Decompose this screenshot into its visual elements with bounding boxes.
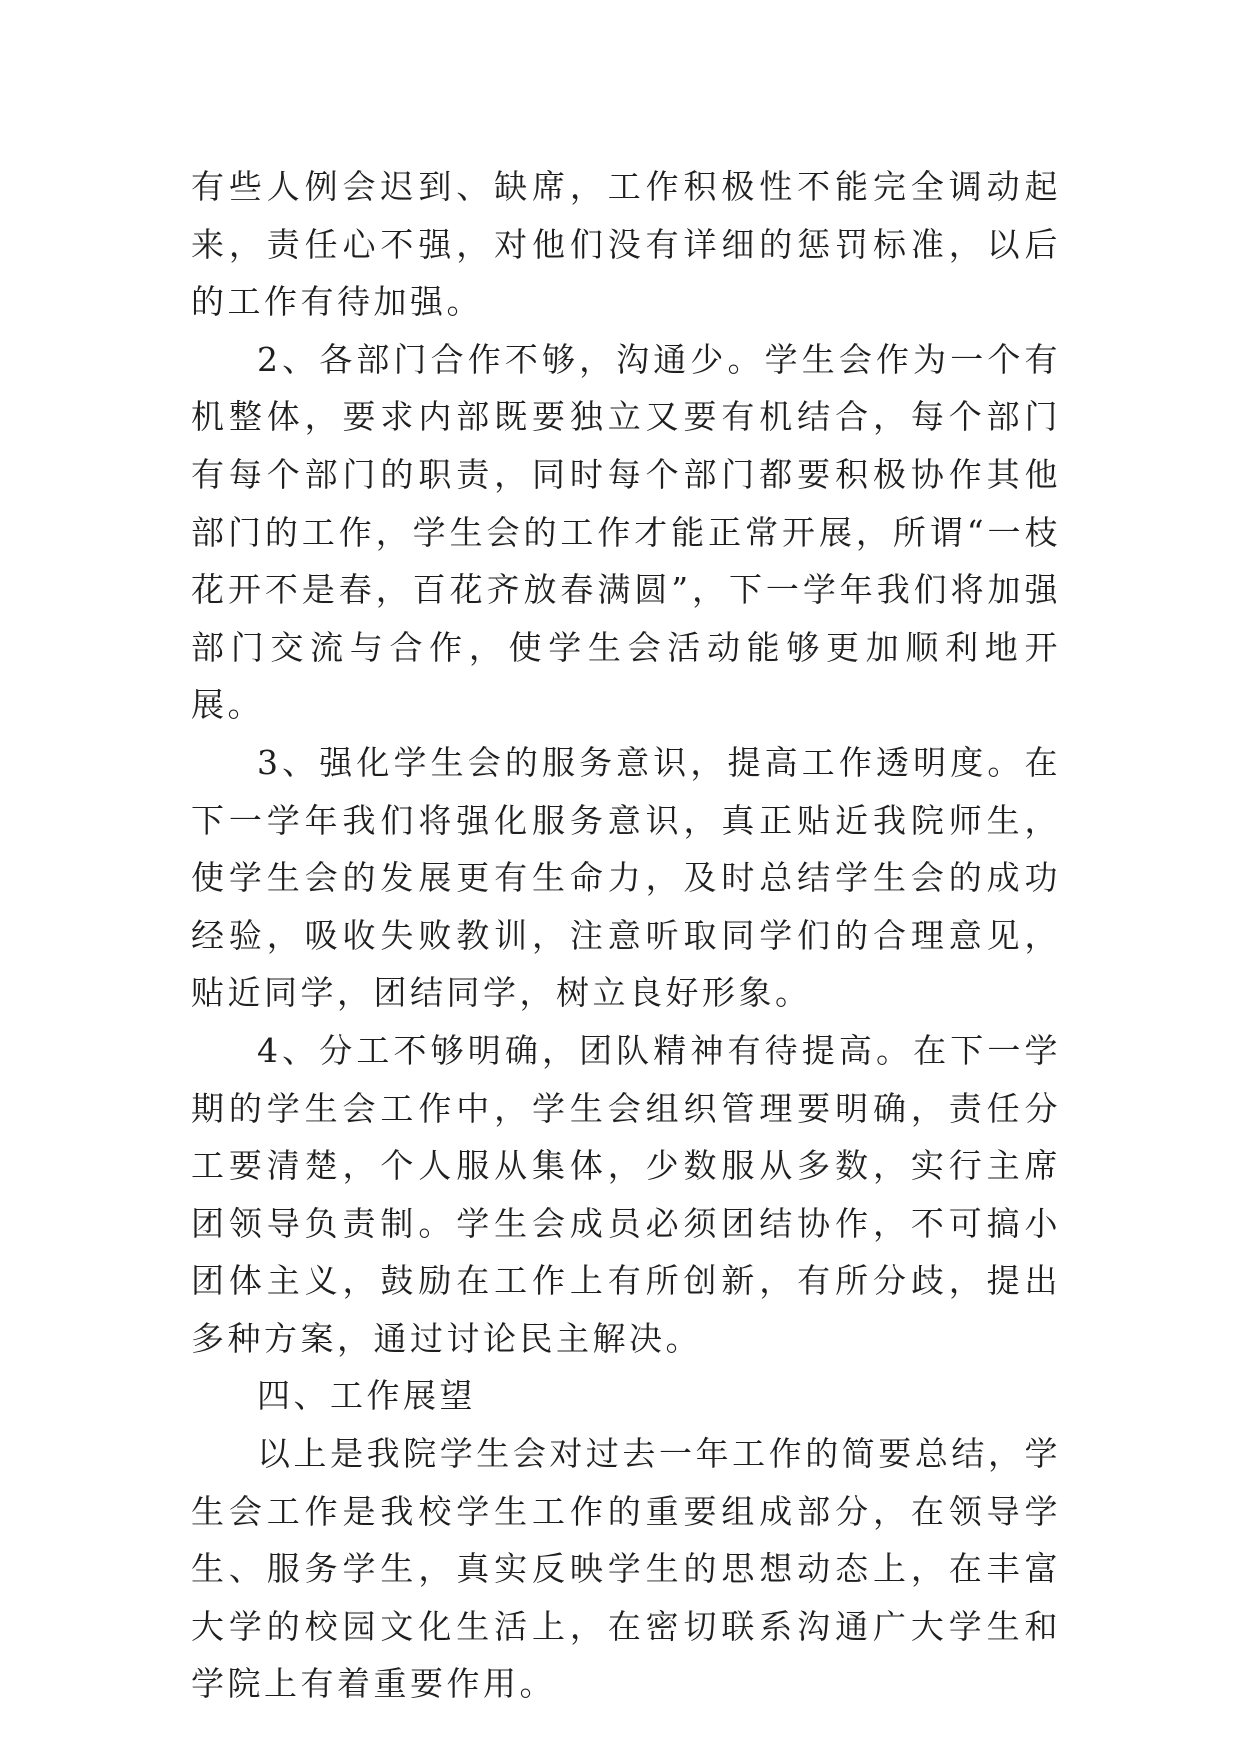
paragraph-item-3-service: 3、强化学生会的服务意识，提高工作透明度。在下一学年我们将强化服务意识，真正贴近我院师生，使学生会的发展更有生命力，及时总结学生会的成功经验，吸收失败教训，注意听取同学们的合理意见，贴近同学，团结同学，树立良好形象。 xyxy=(191,742,1061,1013)
paragraph-responsibility-note: 有些人例会迟到、缺席，工作积极性不能完全调动起来，责任心不强，对他们没有详细的惩罚标准，以后的工作有待加强。 xyxy=(191,167,1061,322)
document-body xyxy=(191,158,1061,1713)
paragraph-item-2-cooperation: 2、各部门合作不够，沟通少。学生会作为一个有机整体，要求内部既要独立又要有机结合，每个部门有每个部门的职责，同时每个部门都要积极协作其他部门的工作，学生会的工作才能正常开展，所谓“一枝花开不是春，百花齐放春满圆”，下一学年我们将加强部门交流与合作，使学生会活动能够更加顺利地开展。 xyxy=(191,339,1061,725)
paragraph-item-4-division: 4、分工不够明确，团队精神有待提高。在下一学期的学生会工作中，学生会组织管理要明确，责任分工要清楚，个人服从集体，少数服从多数，实行主席团领导负责制。学生会成员必须团结协作，不可搞小团体主义，鼓励在工作上有所创新，有所分歧，提出多种方案，通过讨论民主解决。 xyxy=(191,1030,1061,1358)
paragraph-outlook-summary: 以上是我院学生会对过去一年工作的简要总结，学生会工作是我校学生工作的重要组成部分，在领导学生、服务学生，真实反映学生的思想动态上，在丰富大学的校园文化生活上，在密切联系沟通广大学生和学院上有着重要作用。 xyxy=(191,1434,1061,1704)
section-heading-outlook: 四、工作展望 xyxy=(257,1376,476,1416)
